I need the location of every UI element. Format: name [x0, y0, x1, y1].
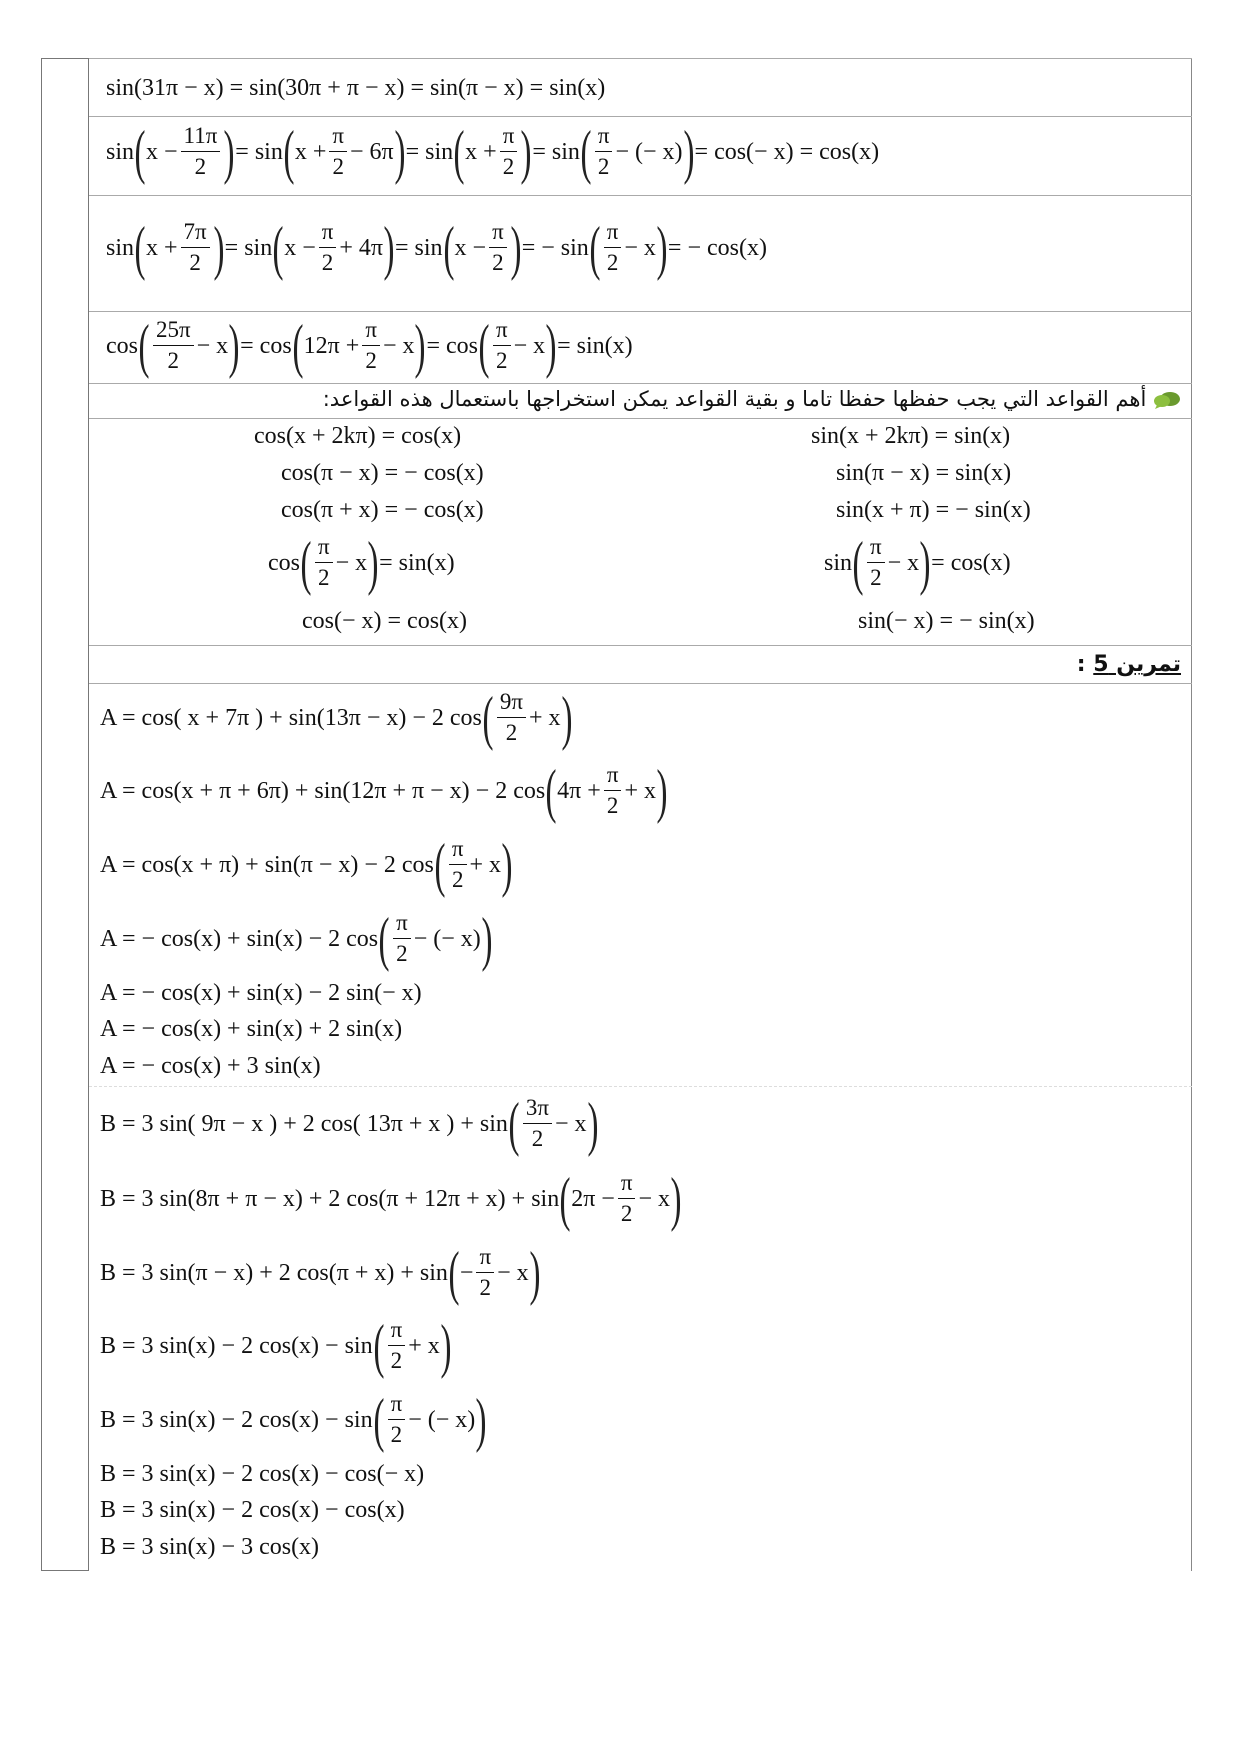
A-line-1: A = cos( x + 7π ) + sin(13π − x) − 2 cos ( $\frac{9\pi}{2}$ + x ) — [100, 684, 573, 751]
rule-cos-3: cos(π + x) = − cos(x) — [281, 497, 484, 523]
B-line-7: B = 3 sin(x) − 2 cos(x) − cos(x) — [100, 1497, 405, 1523]
B-line-3: B = 3 sin(π − x) + 2 cos(π + x) + sin ( − $\frac{\pi}{2}$ − x ) — [100, 1239, 541, 1306]
reduction-line-4: cos ( $\frac{25\pi}{2}$ − x ) = cos ( 12π + $\frac{\pi}{2}$ − x ) = cos ( $\frac{\pi}{2}$ − x ) = sin(x) — [106, 312, 633, 379]
rule-cos-1: cos(x + 2kπ) = cos(x) — [254, 423, 462, 449]
rule-sin-2: sin(π − x) = sin(x) — [836, 460, 1012, 486]
A-line-2: A = cos(x + π + 6π) + sin(12π + π − x) − 2 cos ( 4π + $\frac{\pi}{2}$ + x ) — [100, 757, 668, 824]
B-line-5: B = 3 sin(x) − 2 cos(x) − sin ( $\frac{\pi}{2}$ − (− x) ) — [100, 1386, 487, 1453]
B-line-6: B = 3 sin(x) − 2 cos(x) − cos(− x) — [100, 1461, 425, 1487]
B-line-8: B = 3 sin(x) − 3 cos(x) — [100, 1534, 320, 1560]
rule-sin-5: sin(− x) = − sin(x) — [858, 608, 1035, 634]
reduction-line-3: sin ( x + $\frac{7\pi}{2}$ ) = sin ( x − $\frac{\pi}{2}$ + 4π ) = sin ( x − $\frac{\pi}{2}$ ) = − sin ( $\frac{\pi}{2}$ − x ) = − cos(x) — [106, 214, 767, 281]
rule-sin-4: sin ( $\frac{\pi}{2}$ − x ) = cos(x) — [824, 529, 1011, 596]
rule-sin-1: sin(x + 2kπ) = sin(x) — [811, 423, 1011, 449]
exercise-title: تمرين 5 : — [1076, 652, 1181, 677]
rule-cos-2: cos(π − x) = − cos(x) — [281, 460, 484, 486]
rule-cos-4: cos ( $\frac{\pi}{2}$ − x ) = sin(x) — [268, 529, 455, 596]
B-line-1: B = 3 sin( 9π − x ) + 2 cos( 13π + x ) + sin ( $\frac{3\pi}{2}$ − x ) — [100, 1090, 599, 1157]
A-line-7: A = − cos(x) + 3 sin(x) — [100, 1053, 321, 1079]
rules-heading: أهم القواعد التي يجب حفظها حفظا تاما و بقية القواعد يمكن استخراجها باستعمال هذه القواعد: — [323, 387, 1181, 411]
row-divider — [89, 683, 1192, 684]
row-divider — [89, 195, 1192, 196]
speech-bubble-icon — [1153, 391, 1181, 409]
row-divider — [89, 645, 1192, 646]
row-divider — [89, 311, 1192, 312]
A-line-5: A = − cos(x) + sin(x) − 2 sin(− x) — [100, 980, 422, 1006]
row-divider — [89, 116, 1192, 117]
B-line-2: B = 3 sin(8π + π − x) + 2 cos(π + 12π + x) + sin ( 2π − $\frac{\pi}{2}$ − x ) — [100, 1165, 682, 1232]
A-line-3: A = cos(x + π) + sin(π − x) − 2 cos ( $\frac{\pi}{2}$ + x ) — [100, 831, 513, 898]
row-divider — [89, 1086, 1192, 1087]
B-line-4: B = 3 sin(x) − 2 cos(x) − sin ( $\frac{\pi}{2}$ + x ) — [100, 1312, 452, 1379]
row-divider — [89, 58, 1192, 59]
reduction-line-2: sin ( x − $\frac{11\pi}{2}$ ) = sin ( x + $\frac{\pi}{2}$ − 6π ) = sin ( x + $\frac{\pi}{2}$ ) = sin ( $\frac{\pi}{2}$ − (− x) ) = cos(− x) = cos(x) — [106, 118, 880, 185]
reduction-line-1: sin(31π − x) = sin(30π + π − x) = sin(π − x) = sin(x) — [106, 75, 606, 101]
rule-cos-5: cos(− x) = cos(x) — [302, 608, 468, 634]
row-divider — [89, 418, 1192, 419]
row-divider — [89, 383, 1192, 384]
rule-sin-3: sin(x + π) = − sin(x) — [836, 497, 1031, 523]
A-line-4: A = − cos(x) + sin(x) − 2 cos ( $\frac{\pi}{2}$ − (− x) ) — [100, 905, 493, 972]
A-line-6: A = − cos(x) + sin(x) + 2 sin(x) — [100, 1016, 403, 1042]
left-margin-column — [41, 58, 89, 1571]
